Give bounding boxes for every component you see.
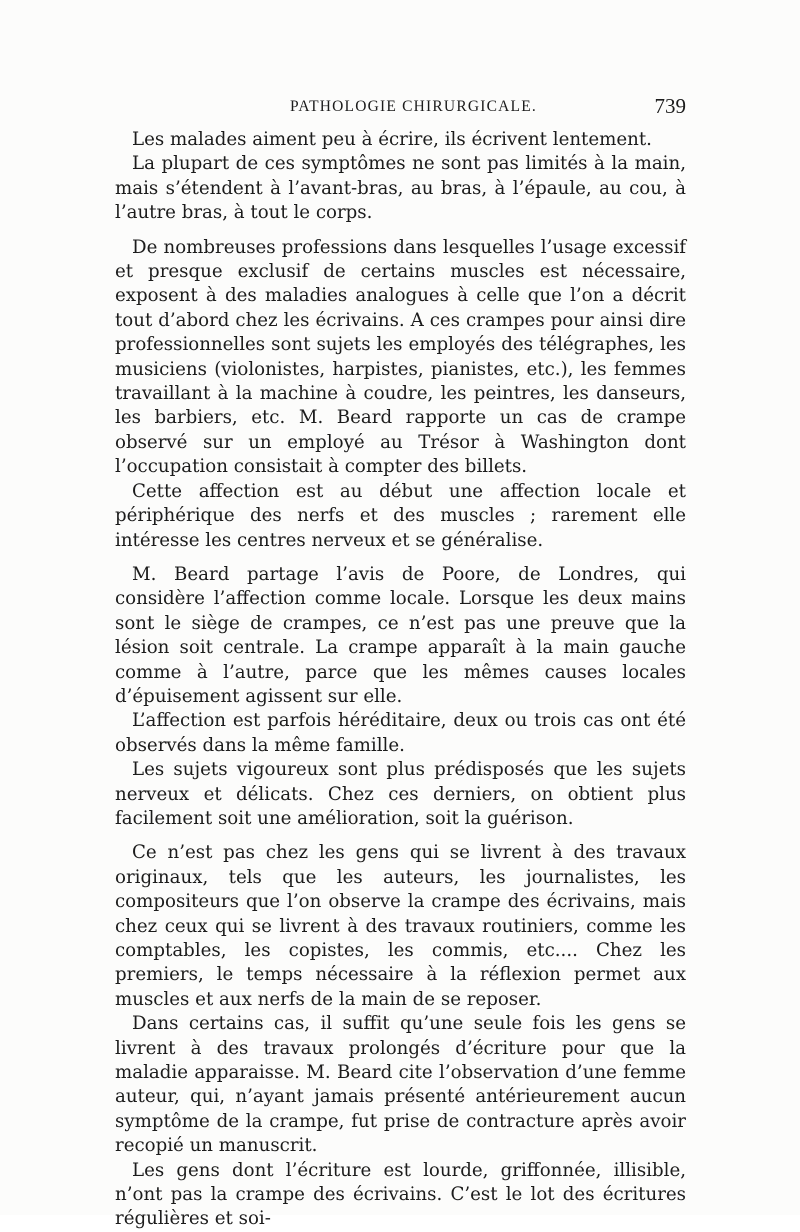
- paragraph: Ce n’est pas chez les gens qui se livrent à des travaux originaux, tels que les auteurs, les journalistes, les compositeurs que l’on observe la crampe des écrivains, mais chez ceux qui se livrent à des travaux routiniers, comme les comptables, les copistes, les commis, etc.... Chez les premiers, le temps nécessaire à la réflexion permet aux muscles et aux nerfs de la main de se reposer.: [115, 842, 686, 1010]
- body-text: [115, 128, 686, 1232]
- paragraph: L’affection est parfois héréditaire, deux ou trois cas ont été observés dans la même famille.: [115, 710, 686, 756]
- page-header: [115, 96, 686, 122]
- paragraph: M. Beard partage l’avis de Poore, de Londres, qui considère l’affection comme locale. Lorsque les deux mains sont le siège de crampes, ce n’est pas une preuve que la lésion soit centrale. La crampe apparaît à la main gauche comme à l’autre, parce que les mêmes causes locales d’épuisement agissent sur elle.: [115, 563, 686, 707]
- paragraph: Les sujets vigoureux sont plus prédisposés que les sujets nerveux et délicats. Chez ces derniers, on obtient plus facilement soit une amélioration, soit la guérison.: [115, 759, 686, 829]
- page-number: 739: [654, 94, 686, 118]
- running-head: PATHOLOGIE CHIRURGICALE.: [290, 98, 537, 115]
- paragraph: De nombreuses professions dans lesquelles l’usage excessif et presque exclusif de certains muscles est nécessaire, exposent à des maladies analogues à celle que l’on a décrit tout d’abord chez les écrivains. A ces crampes pour ainsi dire professionnelles sont sujets les employés des télégraphes, les musiciens (violonistes, harpistes, pianistes, etc.), les femmes travaillant à la machine à coudre, les peintres, les danseurs, les barbiers, etc. M. Beard rapporte un cas de crampe observé sur un employé au Trésor à Washington dont l’occupation consistait à compter des billets.: [115, 236, 686, 478]
- paragraph: Les gens dont l’écriture est lourde, griffonnée, illisible, n’ont pas la crampe des écrivains. C’est le lot des écritures régulières et soi-: [115, 1159, 686, 1230]
- paragraph: Les malades aiment peu à écrire, ils écrivent lentement.: [132, 129, 652, 150]
- paragraph: Cette affection est au début une affection locale et périphérique des nerfs et des muscles ; rarement elle intéresse les centres nerveux et se généralise.: [115, 480, 686, 551]
- paragraph: Dans certains cas, il suffit qu’une seule fois les gens se livrent à des travaux prolongés d’écriture pour que la maladie apparaisse. M. Beard cite l’observation d’une femme auteur, qui, n’ayant jamais présenté antérieurement aucun symptôme de la crampe, fut prise de contracture après avoir recopié un manuscrit.: [115, 1013, 686, 1157]
- paragraph: La plupart de ces symptômes ne sont pas limités à la main, mais s’étendent à l’avant-bras, au bras, à l’épaule, au cou, à l’autre bras, à tout le corps.: [115, 153, 686, 224]
